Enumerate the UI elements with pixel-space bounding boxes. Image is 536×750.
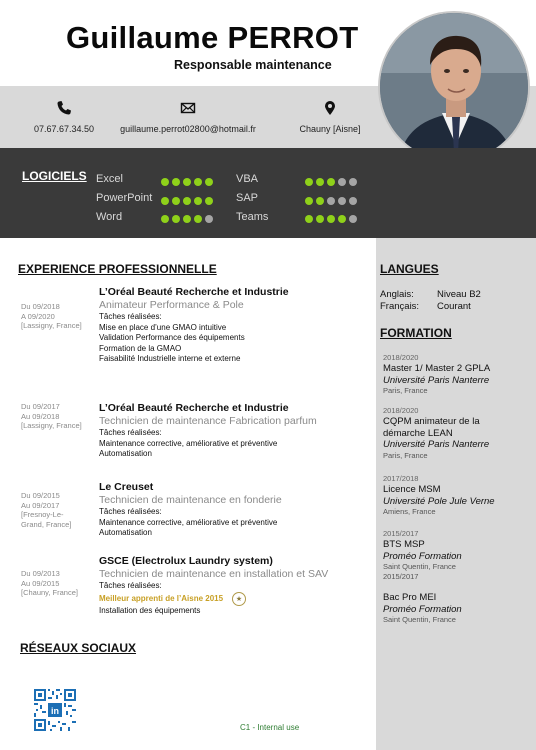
- date-line: Grand, France]: [21, 519, 72, 529]
- date-line: [Lassigny, France]: [21, 321, 82, 330]
- date-line: Du 09/2018: [21, 302, 60, 311]
- education-title: FORMATION: [380, 326, 452, 340]
- skill-rating: [161, 178, 213, 186]
- rating-dot-empty: [349, 197, 357, 205]
- linkedin-qr-code[interactable]: [33, 688, 77, 732]
- medal-icon: ★: [232, 592, 246, 606]
- software-section: [0, 148, 536, 238]
- rating-dot-filled: [316, 215, 324, 223]
- rating-dot-filled: [316, 197, 324, 205]
- education-entry: [383, 474, 533, 517]
- rating-dot-filled: [327, 178, 335, 186]
- job-details: [99, 481, 371, 539]
- education-entry: [383, 353, 533, 396]
- job-details: [99, 555, 371, 616]
- software-title: LOGICIELS: [22, 169, 87, 183]
- language-level: Niveau B2: [437, 289, 481, 300]
- svg-text:in: in: [51, 706, 59, 716]
- language-level: Courant: [437, 301, 471, 312]
- school-city: Paris, France: [383, 386, 428, 395]
- school-name: Université Paris Nanterre: [383, 439, 490, 450]
- software-name: Excel: [96, 173, 123, 185]
- language-name: Anglais:: [380, 289, 414, 300]
- rating-dot-filled: [305, 178, 313, 186]
- award-text: Meilleur apprenti de l’Aisne 2015: [99, 594, 224, 603]
- task-line: Maintenance corrective, améliorative et préventive: [99, 517, 278, 527]
- date-line: Au 09/2015: [21, 578, 60, 588]
- social-title: RÉSEAUX SOCIAUX: [20, 641, 137, 655]
- job-details: [99, 402, 371, 460]
- date-line: Du 09/2013: [21, 569, 60, 578]
- rating-dot-filled: [316, 178, 324, 186]
- job-dates: [21, 491, 93, 529]
- education-entry: [383, 406, 533, 461]
- task-line: Installation des équipements: [99, 605, 201, 615]
- contact-phone[interactable]: [28, 100, 100, 134]
- job-role: Technicien de maintenance en installation et SAV: [99, 568, 329, 580]
- rating-dot-filled: [305, 197, 313, 205]
- date-line: [Lassigny, France]: [21, 421, 82, 430]
- school-city: Amiens, France: [383, 507, 436, 516]
- rating-dot-empty: [349, 215, 357, 223]
- date-line: [Chauny, France]: [21, 588, 78, 597]
- school-name: Université Paris Nanterre: [383, 374, 490, 386]
- task-line: Mise en place d’une GMAO intuitive: [99, 322, 227, 332]
- experience-title: EXPERIENCE PROFESSIONNELLE: [18, 262, 217, 276]
- task-line: Validation Performance des équipements: [99, 333, 245, 342]
- task-line: Faisabilité Industrielle interne et externe: [99, 354, 241, 363]
- degree-name: Bac Pro MEI: [383, 592, 437, 603]
- school-city: Saint Quentin, France: [383, 562, 456, 571]
- phone-icon: [56, 100, 72, 116]
- rating-dot-filled: [338, 215, 346, 223]
- task-line: Tâches réalisées:: [99, 428, 162, 437]
- rating-dot-filled: [327, 215, 335, 223]
- task-line: Formation de la GMAO: [99, 343, 182, 353]
- rating-dot-empty: [327, 197, 335, 205]
- task-line: Tâches réalisées:: [99, 507, 162, 516]
- skill-rating: [161, 197, 213, 205]
- date-line: Au 09/2018: [21, 411, 60, 421]
- job-title: Responsable maintenance: [174, 58, 332, 72]
- education-year: 2017/2018: [383, 474, 419, 483]
- job-dates: [21, 569, 93, 598]
- job-dates: [21, 302, 93, 331]
- job-dates: [21, 402, 93, 431]
- task-line: Tâches réalisées:: [99, 581, 162, 590]
- skill-rating: [305, 197, 357, 205]
- rating-dot-filled: [205, 178, 213, 186]
- rating-dot-filled: [183, 215, 191, 223]
- footer-note: C1 - Internal use: [240, 723, 300, 732]
- rating-dot-empty: [338, 178, 346, 186]
- date-line: A 09/2020: [21, 311, 55, 321]
- rating-dot-filled: [172, 215, 180, 223]
- rating-dot-filled: [161, 178, 169, 186]
- software-name: Teams: [236, 211, 269, 223]
- school-name: Proméo Formation: [383, 550, 462, 562]
- rating-dot-filled: [194, 215, 202, 223]
- task-line: Automatisation: [99, 528, 152, 537]
- location-text: Chauny [Aisne]: [299, 124, 361, 134]
- job-role: Technicien de maintenance Fabrication parfum: [99, 415, 317, 427]
- software-name: Word: [96, 211, 123, 223]
- portrait-image: [380, 13, 530, 163]
- company-name: L’Oréal Beauté Recherche et Industrie: [99, 286, 289, 298]
- task-line: Maintenance corrective, améliorative et préventive: [99, 438, 278, 448]
- contact-band: [0, 86, 376, 148]
- date-line: Du 09/2017: [21, 402, 60, 411]
- rating-dot-filled: [161, 215, 169, 223]
- rating-dot-filled: [183, 178, 191, 186]
- contact-email[interactable]: [112, 100, 264, 134]
- languages-title: LANGUES: [380, 262, 439, 276]
- task-line: Tâches réalisées:: [99, 312, 162, 321]
- award-row: [99, 592, 371, 606]
- job-role: Technicien de maintenance en fonderie: [99, 494, 282, 506]
- rating-dot-filled: [194, 197, 202, 205]
- rating-dot-filled: [172, 197, 180, 205]
- skill-rating: [161, 215, 213, 223]
- degree-name: Master 1/ Master 2 GPLA: [383, 363, 491, 374]
- school-name: Proméo Formation: [383, 603, 462, 615]
- language-row: [380, 289, 481, 300]
- school-name: Université Pole Jule Verne: [383, 495, 495, 507]
- rating-dot-filled: [161, 197, 169, 205]
- phone-number: 07.67.67.34.50: [33, 124, 95, 134]
- date-line: Du 09/2015: [21, 491, 60, 500]
- rating-dot-filled: [205, 197, 213, 205]
- job-details: [99, 286, 371, 365]
- envelope-icon: [180, 100, 196, 116]
- rating-dot-filled: [183, 197, 191, 205]
- candidate-name: Guillaume PERROT: [66, 20, 359, 55]
- language-name: Français:: [380, 301, 420, 312]
- software-name: SAP: [236, 192, 259, 204]
- school-city: Saint Quentin, France: [383, 615, 456, 624]
- contact-location: [288, 100, 372, 134]
- company-name: GSCE (Electrolux Laundry system): [99, 555, 273, 567]
- skill-rating: [305, 215, 357, 223]
- education-year: 2018/2020: [383, 353, 419, 362]
- task-line: Automatisation: [99, 449, 152, 458]
- rating-dot-filled: [194, 178, 202, 186]
- email-address: guillaume.perrot02800@hotmail.fr: [120, 124, 256, 134]
- software-name: VBA: [236, 173, 259, 185]
- skill-rating: [305, 178, 357, 186]
- education-year: 2018/2020: [383, 406, 419, 415]
- degree-name: Licence MSM: [383, 484, 441, 495]
- education-entry: [383, 592, 533, 625]
- language-row: [380, 301, 471, 312]
- date-line: Au 09/2017: [21, 500, 60, 510]
- degree-name: démarche LEAN: [383, 427, 453, 439]
- rating-dot-filled: [172, 178, 180, 186]
- rating-dot-filled: [305, 215, 313, 223]
- rating-dot-empty: [205, 215, 213, 223]
- profile-photo: [378, 11, 530, 163]
- date-line: [Fresnoy-Le-: [21, 510, 64, 519]
- education-entry: [383, 529, 533, 582]
- school-city: 2015/2017: [383, 572, 419, 581]
- degree-name: BTS MSP: [383, 539, 425, 550]
- company-name: L’Oréal Beauté Recherche et Industrie: [99, 402, 289, 414]
- degree-name: CQPM animateur de la: [383, 416, 480, 427]
- software-name: PowerPoint: [96, 192, 153, 204]
- rating-dot-empty: [338, 197, 346, 205]
- rating-dot-empty: [349, 178, 357, 186]
- map-pin-icon: [322, 100, 338, 116]
- school-city: Paris, France: [383, 450, 428, 460]
- education-year: 2015/2017: [383, 529, 419, 538]
- job-role: Animateur Performance & Pole: [99, 299, 244, 311]
- company-name: Le Creuset: [99, 481, 154, 493]
